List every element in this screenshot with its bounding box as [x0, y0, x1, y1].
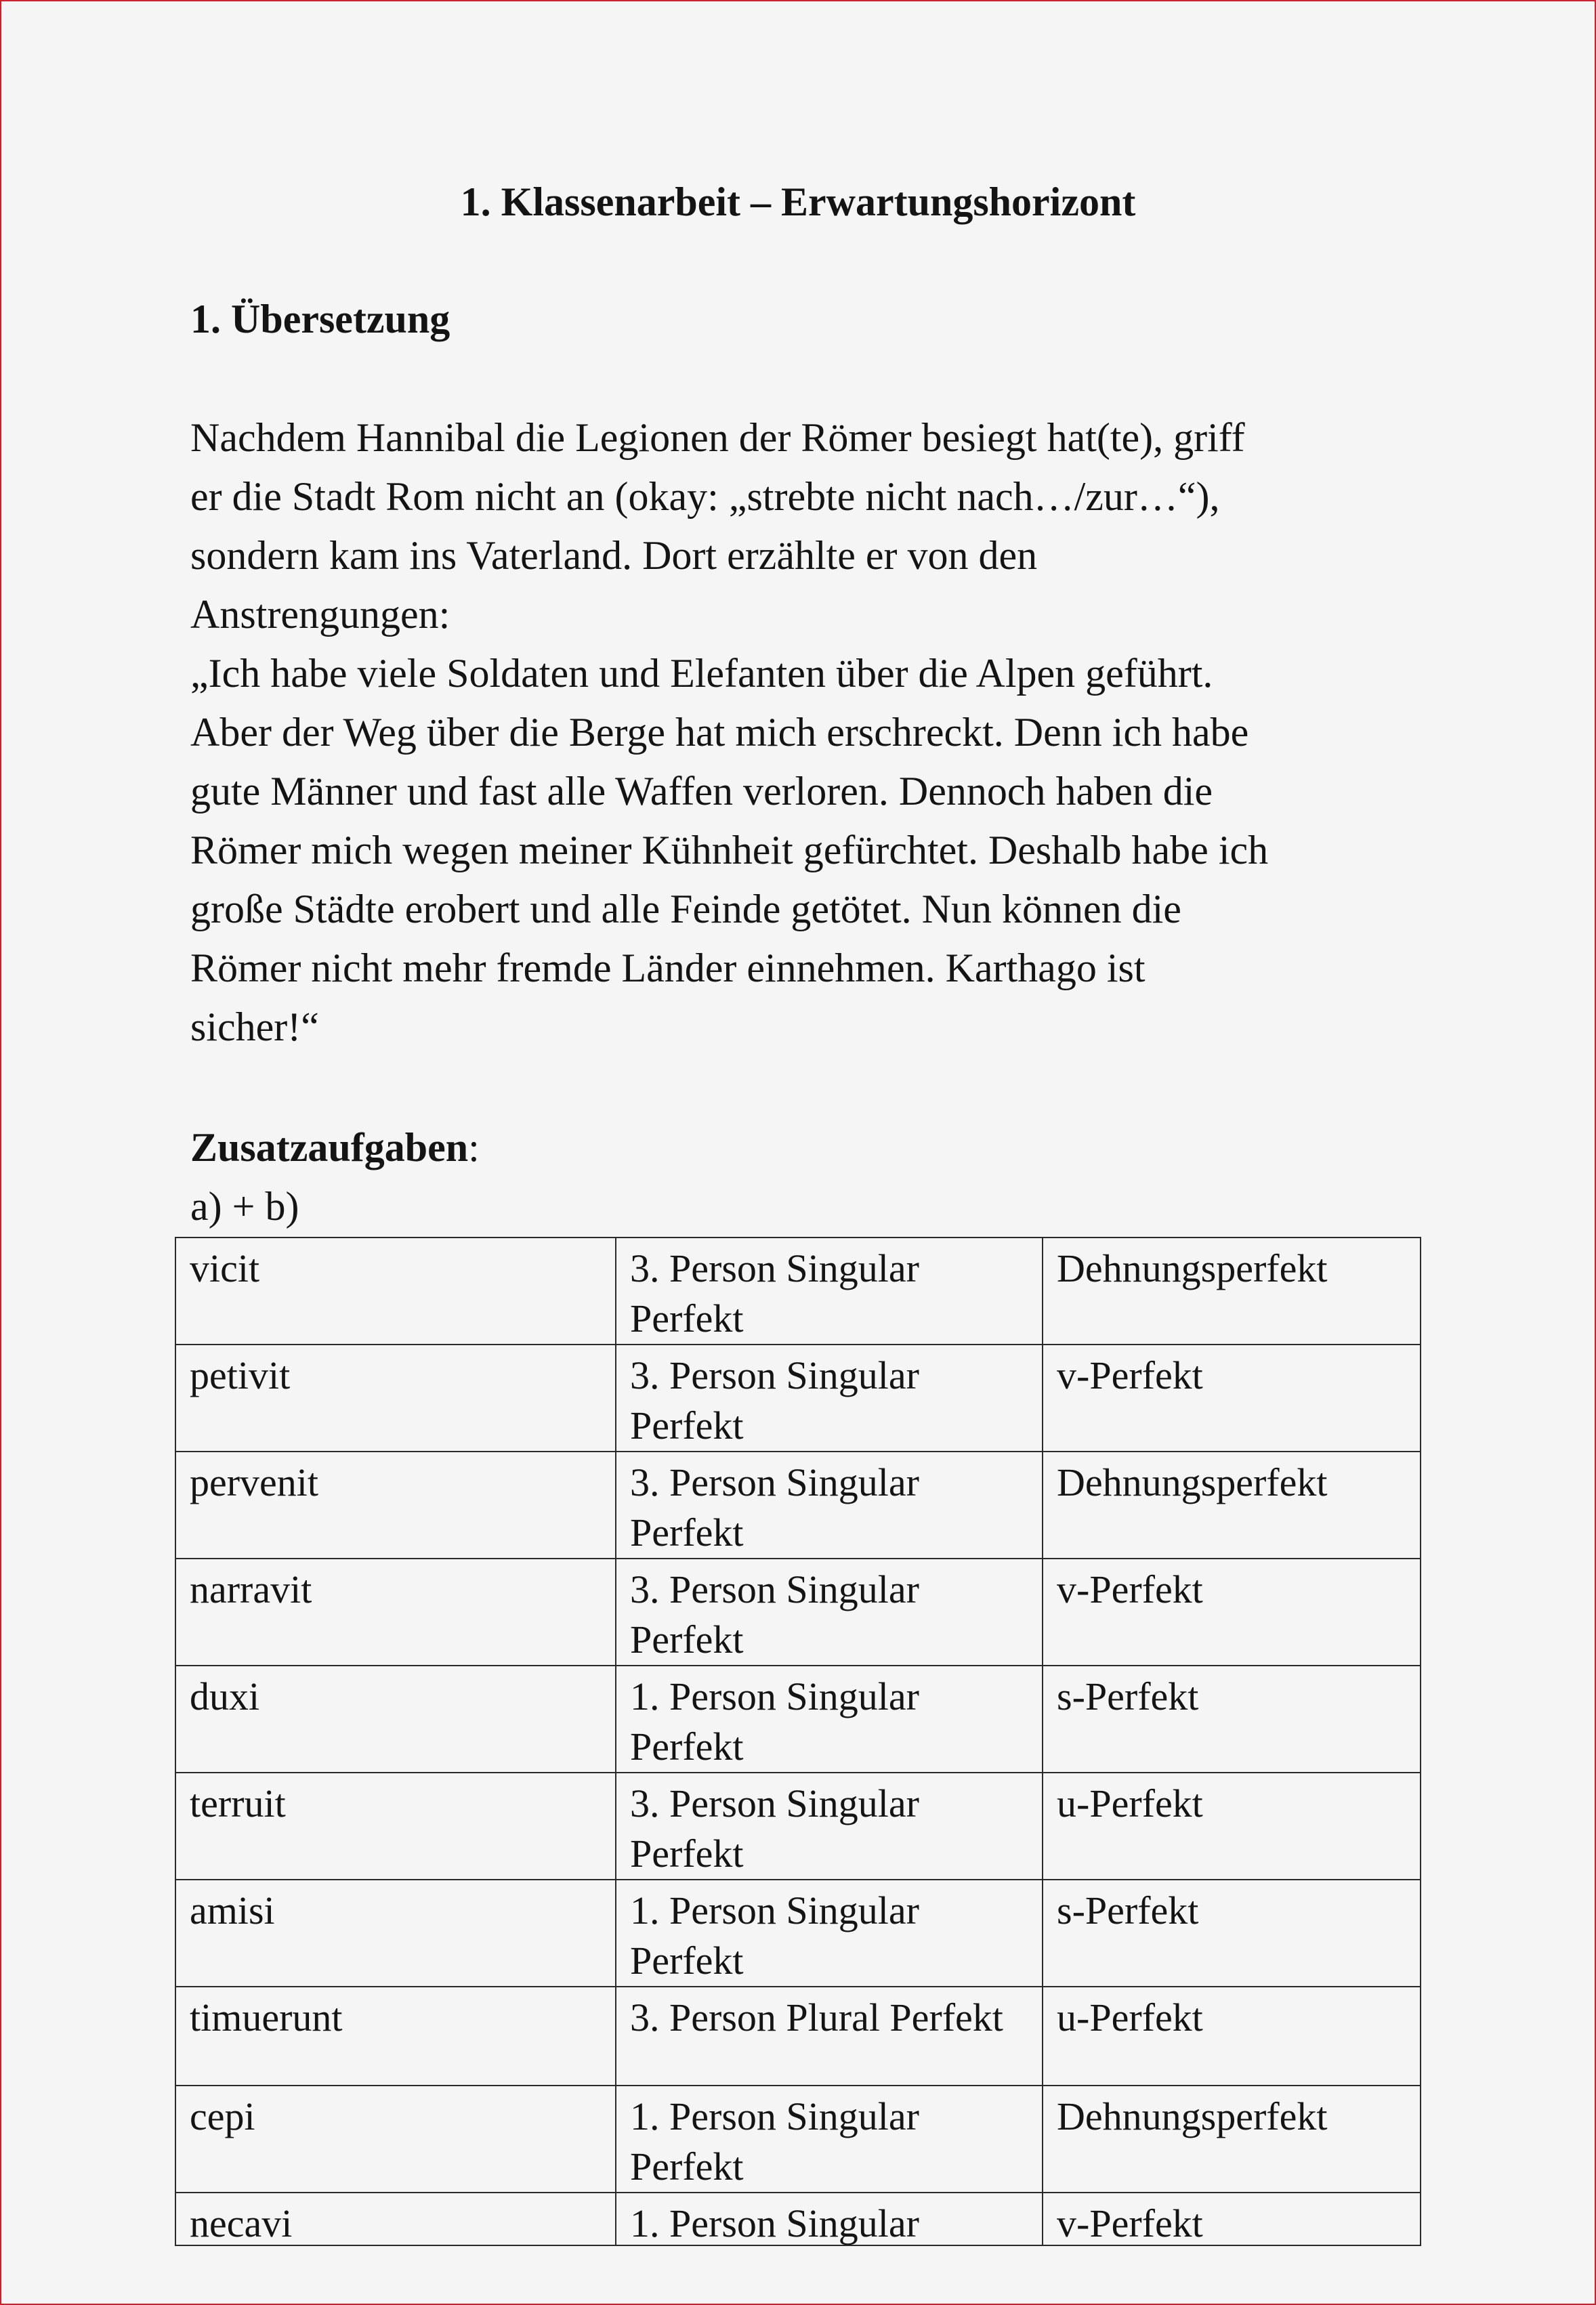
translation-text: [190, 413, 1430, 1061]
perfect-type-text: Dehnungsperfekt: [1057, 1246, 1328, 1290]
table-row: [175, 2086, 1421, 2193]
table-row: [175, 1773, 1421, 1880]
verb-form-cell: [175, 1773, 616, 1880]
verb-form-text: pervenit: [190, 1460, 319, 1504]
perfect-type-text: Dehnungsperfekt: [1057, 1460, 1328, 1504]
section-heading-translation: 1. Übersetzung: [190, 297, 450, 341]
verb-form-text: terruit: [190, 1781, 286, 1825]
perfect-type-text: v-Perfekt: [1057, 2201, 1203, 2245]
perfect-type-cell: [1043, 1452, 1421, 1559]
analysis-cell: [616, 2193, 1043, 2245]
extras-heading-colon: :: [468, 1125, 480, 1170]
perfect-type-text: u-Perfekt: [1057, 1995, 1203, 2039]
analysis-text: 3. Person Singular Perfekt: [630, 1781, 919, 1876]
perfect-type-cell: [1043, 1238, 1421, 1345]
verb-form-cell: [175, 1452, 616, 1559]
translation-line: große Städte erobert und alle Feinde getötet. Nun können die: [190, 887, 1181, 931]
table-row: [175, 1880, 1421, 1987]
section-heading-extras: [190, 1123, 480, 1172]
translation-line: Römer nicht mehr fremde Länder einnehmen. Karthago ist: [190, 946, 1146, 990]
perfect-type-text: s-Perfekt: [1057, 1674, 1199, 1718]
perfect-type-cell: [1043, 1987, 1421, 2086]
analysis-cell: [616, 1238, 1043, 1345]
analysis-cell: [616, 1987, 1043, 2086]
translation-line: gute Männer und fast alle Waffen verloren. Dennoch haben die: [190, 769, 1213, 813]
verb-form-cell: [175, 1345, 616, 1452]
verb-form-cell: [175, 2086, 616, 2193]
analysis-text: 1. Person Singular Perfekt: [630, 1674, 919, 1769]
table-row: [175, 2193, 1421, 2245]
verb-form-cell: [175, 2193, 616, 2245]
analysis-text: 1. Person Singular Perfekt: [630, 2094, 919, 2188]
analysis-text: 1. Person Singular Perfekt: [630, 1888, 919, 1983]
verb-form-text: narravit: [190, 1567, 312, 1611]
verb-form-cell: [175, 1880, 616, 1987]
perfect-type-text: v-Perfekt: [1057, 1353, 1203, 1397]
perfect-type-cell: [1043, 2086, 1421, 2193]
analysis-cell: [616, 1559, 1043, 1666]
perfect-type-cell: [1043, 1773, 1421, 1880]
translation-line: Römer mich wegen meiner Kühnheit gefürchtet. Deshalb habe ich: [190, 828, 1269, 872]
verb-form-text: petivit: [190, 1353, 291, 1397]
translation-line: er die Stadt Rom nicht an (okay: „strebte nicht nach…/zur…“),: [190, 474, 1220, 519]
perfect-type-text: Dehnungsperfekt: [1057, 2094, 1328, 2138]
verb-form-text: cepi: [190, 2094, 255, 2138]
analysis-cell: [616, 1773, 1043, 1880]
verb-form-text: necavi: [190, 2201, 293, 2245]
perfect-type-cell: [1043, 1559, 1421, 1666]
verb-form-cell: [175, 1987, 616, 2086]
analysis-cell: [616, 1345, 1043, 1452]
table-row: [175, 1452, 1421, 1559]
verb-form-cell: [175, 1238, 616, 1345]
table-row: [175, 1987, 1421, 2086]
analysis-text: 3. Person Singular Perfekt: [630, 1460, 919, 1555]
translation-line: sicher!“: [190, 1005, 319, 1049]
translation-line: Aber der Weg über die Berge hat mich erschreckt. Denn ich habe: [190, 710, 1249, 755]
perfect-type-cell: [1043, 2193, 1421, 2245]
translation-line: sondern kam ins Vaterland. Dort erzählte er von den: [190, 533, 1038, 578]
perfect-type-cell: [1043, 1666, 1421, 1773]
verb-form-cell: [175, 1559, 616, 1666]
analysis-cell: [616, 1452, 1043, 1559]
translation-line: „Ich habe viele Soldaten und Elefanten über die Alpen geführt.: [190, 651, 1213, 696]
translation-line: Nachdem Hannibal die Legionen der Römer besiegt hat(te), griff: [190, 415, 1245, 460]
table-row: [175, 1559, 1421, 1666]
perfect-type-cell: [1043, 1880, 1421, 1987]
perfect-type-cell: [1043, 1345, 1421, 1452]
analysis-text: 3. Person Singular Perfekt: [630, 1246, 919, 1340]
translation-line: Anstrengungen:: [190, 592, 450, 637]
extras-heading-text: Zusatzaufgaben: [190, 1125, 469, 1170]
verb-form-text: vicit: [190, 1246, 260, 1290]
analysis-text: 3. Person Plural Perfekt: [630, 1995, 1003, 2039]
analysis-cell: [616, 2086, 1043, 2193]
verb-form-text: amisi: [190, 1888, 275, 1932]
analysis-text: 1. Person Singular: [630, 2201, 919, 2245]
table-row: [175, 1345, 1421, 1452]
analysis-text: 3. Person Singular Perfekt: [630, 1353, 919, 1447]
subtask-label: a) + b): [190, 1184, 299, 1229]
perfect-type-text: s-Perfekt: [1057, 1888, 1199, 1932]
document-title: 1. Klassenarbeit – Erwartungshorizont: [460, 179, 1136, 224]
verb-form-cell: [175, 1666, 616, 1773]
perfect-type-text: v-Perfekt: [1057, 1567, 1203, 1611]
verb-forms-table: [175, 1237, 1421, 2246]
table-row: [175, 1238, 1421, 1345]
table-row: [175, 1666, 1421, 1773]
verb-form-text: duxi: [190, 1674, 260, 1718]
verb-form-text: timuerunt: [190, 1995, 343, 2039]
analysis-text: 3. Person Singular Perfekt: [630, 1567, 919, 1662]
analysis-cell: [616, 1880, 1043, 1987]
analysis-cell: [616, 1666, 1043, 1773]
perfect-type-text: u-Perfekt: [1057, 1781, 1203, 1825]
